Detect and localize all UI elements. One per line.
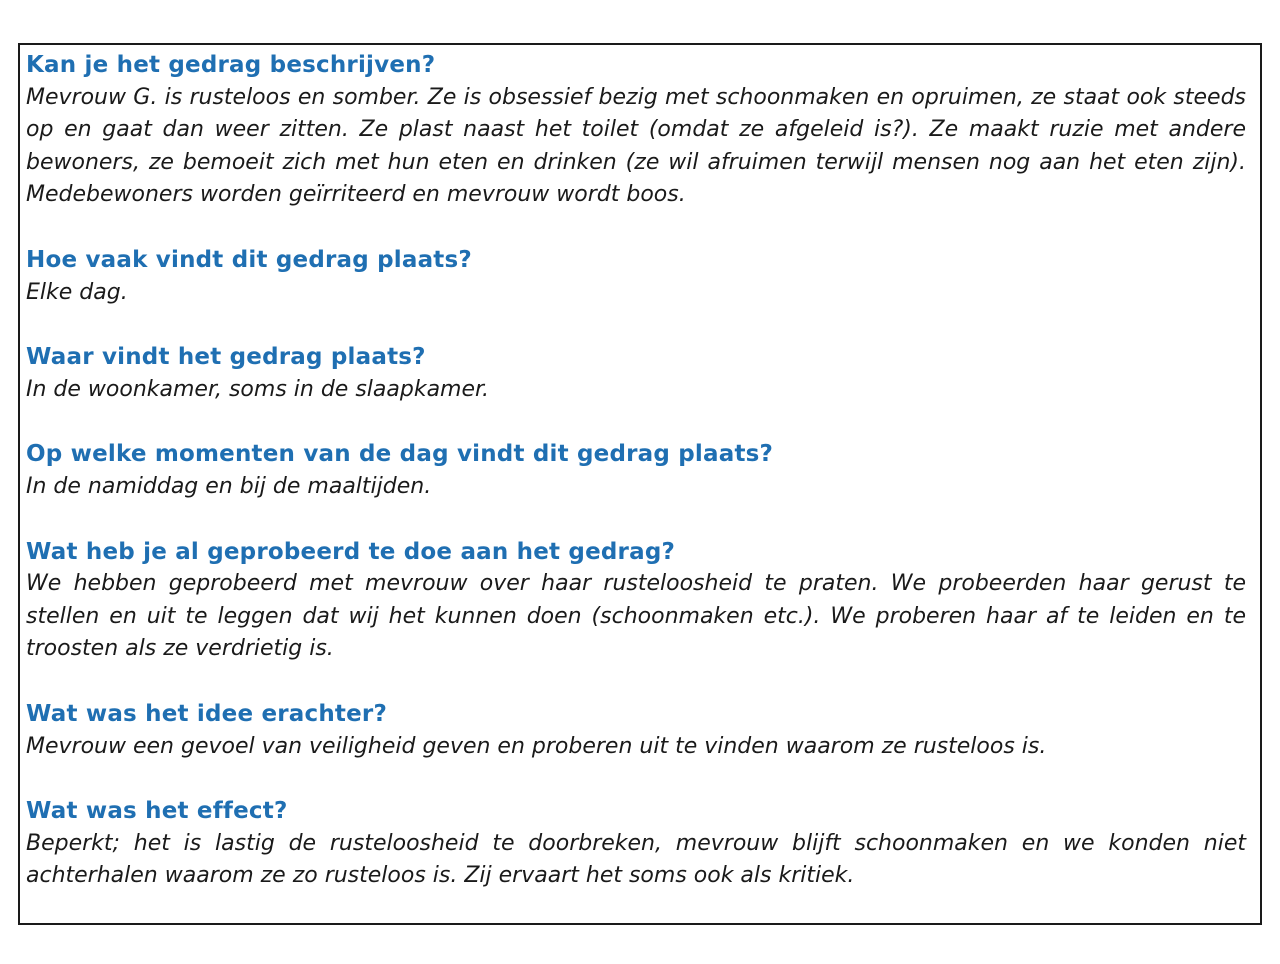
answer-text: Elke dag. <box>26 279 128 305</box>
answer-text: Mevrouw G. is rusteloos en somber. Ze is obsessief bezig met schoonmaken en opruimen, ze staat ook steeds op en gaat dan weer zitten. Ze plast naast het toilet (omdat ze afgeleid is?). Ze maakt ruzie met andere bewoners, ze bemoeit zich met hun eten en drinken (ze wil afruimen terwijl mensen nog aan het eten zijn). Medebewoners worden geïrriteerd en mevrouw wordt boos. <box>26 84 1246 208</box>
answer-text: Beperkt; het is lastig de rusteloosheid te doorbreken, mevrouw blijft schoonmaken en we konden niet achterhalen waarom ze zo rusteloos is. Zij ervaart het soms ook als kritiek. <box>26 830 1246 889</box>
answer-text: We hebben geprobeerd met mevrouw over haar rusteloosheid te praten. We probeerden haar gerust te stellen en uit te leggen dat wij het kunnen doen (schoonmaken etc.). We proberen haar af te leiden en te troosten als ze verdrietig is. <box>26 571 1246 662</box>
answer-text: In de woonkamer, soms in de slaapkamer. <box>26 376 490 402</box>
question-heading: Hoe vaak vindt dit gedrag plaats? <box>26 246 472 273</box>
question-heading: Kan je het gedrag beschrijven? <box>26 52 436 78</box>
answer-text: Mevrouw een gevoel van veiligheid geven en proberen uit te vinden waarom ze rusteloos is. <box>26 733 1047 759</box>
question-heading: Wat was het idee erachter? <box>26 700 388 727</box>
qa-location <box>26 341 1246 406</box>
qa-moments <box>26 438 1246 503</box>
question-heading: Waar vindt het gedrag plaats? <box>26 344 426 371</box>
question-heading: Wat was het effect? <box>26 798 288 825</box>
qa-effect <box>26 795 1246 893</box>
qa-frequency <box>26 244 1246 309</box>
question-heading: Op welke momenten van de dag vindt dit gedrag plaats? <box>26 441 774 468</box>
qa-describe-behavior <box>26 49 1246 212</box>
question-heading: Wat heb je al geprobeerd te doe aan het gedrag? <box>26 538 676 565</box>
answer-text: In de namiddag en bij de maaltijden. <box>26 473 432 499</box>
qa-attempts <box>26 536 1246 666</box>
qa-idea <box>26 698 1246 763</box>
document-frame <box>18 43 1262 925</box>
